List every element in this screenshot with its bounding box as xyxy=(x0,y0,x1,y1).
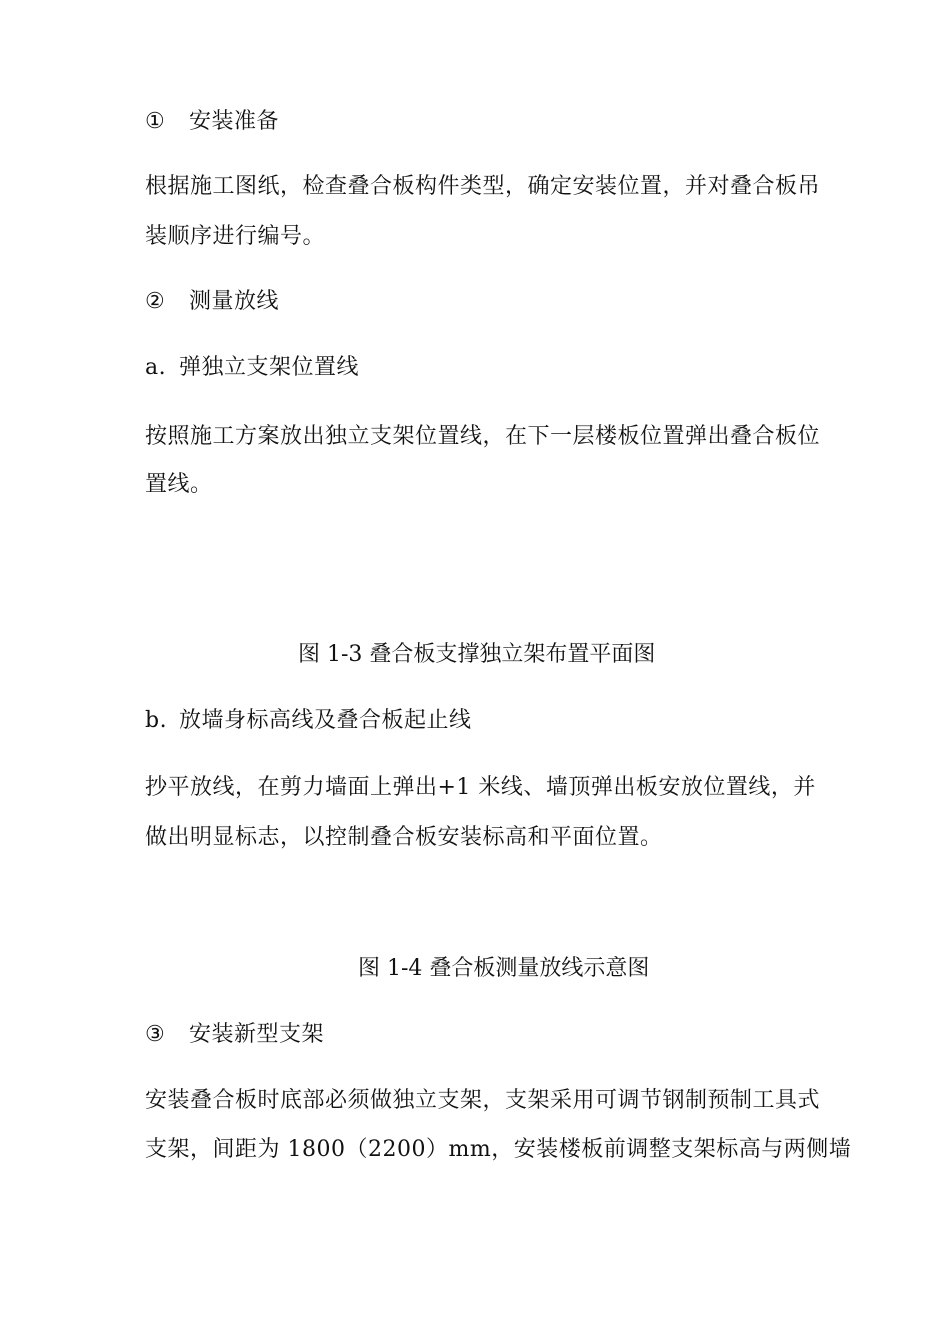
section-heading-2 xyxy=(145,287,279,317)
subheading-b xyxy=(145,706,472,736)
figure-caption: 图 1-3 叠合板支撑独立架布置平面图 xyxy=(298,642,656,667)
circled-number-1: ① xyxy=(145,109,166,134)
paragraph-line: 根据施工图纸，检查叠合板构件类型，确定安装位置，并对叠合板吊 xyxy=(145,174,821,199)
paragraph-line: 安装叠合板时底部必须做独立支架，支架采用可调节钢制预制工具式 xyxy=(145,1088,821,1113)
paragraph-line: 按照施工方案放出独立支架位置线，在下一层楼板位置弹出叠合板位 xyxy=(145,424,821,449)
heading-text: 安装新型支架 xyxy=(189,1022,325,1047)
paragraph-line: 装顺序进行编号。 xyxy=(145,224,326,249)
circled-number-3: ③ xyxy=(145,1022,166,1047)
subheading-text: 放墙身标高线及叠合板起止线 xyxy=(179,708,472,733)
paragraph-line: 置线。 xyxy=(145,472,213,497)
heading-text: 测量放线 xyxy=(189,289,280,314)
subheading-text: 弹独立支架位置线 xyxy=(179,355,360,380)
letter-marker-a: a. xyxy=(145,355,167,380)
figure-caption: 图 1-4 叠合板测量放线示意图 xyxy=(358,956,650,981)
subheading-a xyxy=(145,353,359,383)
section-heading-3 xyxy=(145,1020,324,1050)
section-heading-1 xyxy=(145,107,279,137)
paragraph-line: 抄平放线，在剪力墙面上弹出+1 米线、墙顶弹出板安放位置线，并 xyxy=(145,775,816,800)
circled-number-2: ② xyxy=(145,289,166,314)
heading-text: 安装准备 xyxy=(189,109,280,134)
paragraph-line: 做出明显标志，以控制叠合板安装标高和平面位置。 xyxy=(145,825,663,850)
letter-marker-b: b. xyxy=(145,708,168,733)
paragraph-line: 支架，间距为 1800（2200）mm，安装楼板前调整支架标高与两侧墙 xyxy=(145,1137,852,1162)
